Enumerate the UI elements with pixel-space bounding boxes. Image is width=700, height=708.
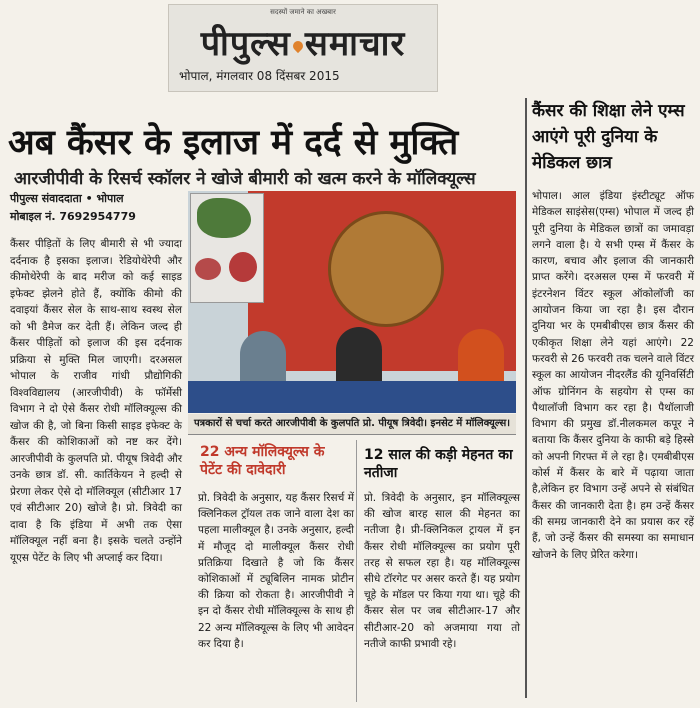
molecule-inset [190, 193, 264, 303]
molecule-sample-1 [195, 258, 221, 280]
location-pin-icon [291, 38, 305, 52]
main-subheadline: आरजीपीवी के रिसर्च स्कॉलर ने खोजे बीमारी को खत्म करने के मॉलिक्यूल्स [14, 169, 476, 189]
brand-right: समाचार [304, 24, 406, 64]
masthead-tagline: सदस्यों जमाने का अखबार [270, 8, 336, 16]
university-emblem [328, 211, 444, 327]
brand-left: पीपुल्स [200, 24, 291, 64]
subhead-research: 12 साल की कड़ी मेहनत का नतीजा [364, 447, 513, 481]
photo-caption: पत्रकारों से चर्चा करते आरजीपीवी के कुलपति प्रो. पीयूष त्रिवेदी। इनसेट में मॉलिक्यूल्स। [188, 414, 516, 435]
molecule-sample-2 [229, 252, 257, 282]
side-headline: कैंसर की शिक्षा लेने एम्स आएंगे पूरी दुनिया के मेडिकल छात्र [532, 101, 685, 173]
subhead-patents: 22 अन्य मॉलिक्यूल्स के पेटेंट की दावेदारी [200, 444, 325, 478]
photo-table [188, 381, 516, 413]
main-headline: अब कैंसर के इलाज में दर्द से मुक्ति [8, 123, 459, 163]
byline: पीपुल्स संवाददाता • भोपाल [10, 192, 124, 205]
side-story-body: भोपाल। आल इंडिया इंस्टीट्यूट ऑफ मेडिकल साइंसेस(एम्स) भोपाल में जल्द ही पूरी दुनिया के मेडिकल छात्रों का जमावड़ा लगने वाला है। ये सभी एम्स में कैंसर के कारण, बचाव और इलाज की जानकारी प्राप्त करेंगे। दरअसल एम्स में फरवरी में इंटरनेशन विंटर स्कूल ऑकोलॉजी का आयोजन किया जा रहा है। इस दौरान दुनिया भर के एमबीबीएस छात्र कैंसर की एकीकृत शिक्षा लेने यहां आएंगे। 22 फरवरी से 26 फरवरी तक चलने वाले विंटर स्कूल का आयोजन नीदरलैंड की यूनिवर्सिटी ऑफ ग्रोनिंगन के सहयोग से एम्स का पैथालॉजी विभाग कर रहा है। पैथॉलाजी विभाग की प्रमुख डॉ.नीलकमल कपूर ने बताया कि कैंसर दुनिया के काफी बड़े हिस्से को अपनी गिरफ्त में ले रहा है। एमबीबीएस कोर्स में कैंसर के बारे में पढ़ाया जाता है,लेकिन हर विभाग उन्हें अपने से संबंधित कैंसर की जानकारी देता है। हम उन्हें कैंसर की समग्र जानकारी देने का प्रयास कर रहें हैं, जो उन्हें कैंसर की समस्या का समाधान खोजने के लिए प्रेरित करेगा। [532, 190, 694, 561]
mobile-number: मोबाइल नं. 7692954779 [10, 210, 136, 223]
masthead [168, 4, 438, 92]
subhead-research-body: प्रो. त्रिवेदी के अनुसार, इन मॉलिक्यूल्स की खोज बारह साल की मेहनत का नतीजा है। प्री-क्लिनिकल ट्रायल में इन कैंसर रोधी मॉलिक्यूल्स का प्रयोग पूरी तरह से सफल रहा है। यह मॉलिक्यूल्स सीधे टॉरगेट पर असर करते हैं। यह प्रयोग चूहे के मॉडल पर किया गया था। चूहे की कैंसर सेल पर जब सीटीआर-17 और सीटीआर-20 को अजमाया गया तो नतीजे काफी प्रभावी रहे। [364, 492, 520, 650]
column-divider [525, 98, 527, 698]
turmeric-leaf [197, 198, 251, 238]
subhead-patents-body: प्रो. त्रिवेदी के अनुसार, यह कैंसर रिसर्च में क्लिनिकल ट्रॉयल तक जाने वाला देश का पहला मालीक्यूल है। उनके अनुसार, हल्दी में मौजूद दो मालीक्यूल कैंसर रोधी प्रतिक्रिया दिखाते है जो कि कैंसर कोशिकाओं में ट्यूबिलिन नामक प्रोटीन की क्रिया को रोकता है। आरजीपीवी ने इन दो कैंसर रोधी मॉलिक्यूल्स के साथ ही 22 अन्य मॉलिक्यूल्स के लिए भी आवेदन कर दिया है। [198, 492, 354, 650]
masthead-logo [169, 19, 437, 65]
dateline: भोपाल, मंगलवार 08 दिंसबर 2015 [179, 69, 340, 83]
main-story-body: कैंसर पीड़ितों के लिए बीमारी से भी ज्यादा दर्दनाक है इसका इलाज। रेडियोथेरेपी और कीमोथेरेपी के बाद मरीज को कई साइड इफेक्ट झेलने होते हैं, क्योंकि कीमो की दवाइयां कैंसर सेल के साथ-साथ स्वस्थ सेल को भी डैमेज कर देती हैं। लेकिन जल्द ही कैंसर पीड़ितों को इलाज की इस दर्दनाक प्रक्रिया से मुक्ति मिल जाएगी। दरअसल भोपाल के राजीव गांधी प्रौद्योगिकी विश्वविद्यालय (आरजीपीवी) के फॉर्मेसी विभाग ने दो ऐसे कैंसर रोधी मॉलिक्यूल्स की खोज की है, जो बिना किसी साइड इफेक्ट के कैंसर की कोशिकाओं को नष्ट कर देंगे। आरजीपीवी के कुलपति प्रो. पीयूष त्रिवेदी और उनके छात्र डॉ. सी. कार्तिकेयन ने हल्दी से प्रेरणा लेकर ऐसे दो मॉलिक्यूल (सीटीआर 17 एवं सीटीआर 20) खोजे है। प्रो. त्रिवेदी का दावा है कि इंडिया में अभी तक ऐसा मॉलिक्यूल नहीं बना है। इसके चलते उन्होंने यूएस पेटेंट के लिए भी अप्लाई कर दिया। [10, 238, 182, 564]
inner-column-divider [356, 440, 357, 702]
